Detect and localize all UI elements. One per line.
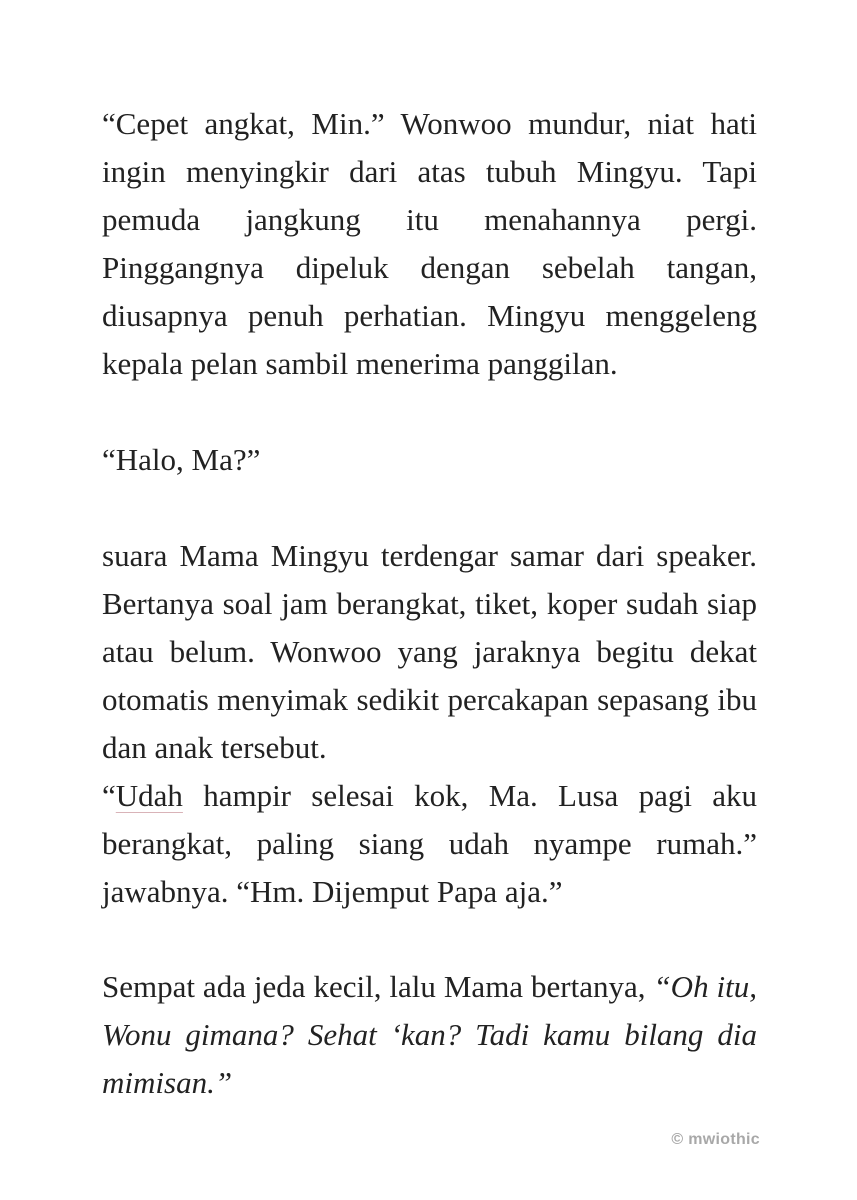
underlined-word: Udah [115,778,183,813]
paragraph-5-normal: Sempat ada jeda kecil, lalu Mama bertanya, [102,969,654,1004]
paragraph-5 [102,963,757,1107]
paragraph-1: “Cepet angkat, Min.” Wonwoo mundur, niat hati ingin menyingkir dari atas tubuh Mingyu. Tapi pemuda jangkung itu menahannya pergi. Pinggangnya dipeluk dengan sebelah tangan, diusapnya penuh perhatian. Mingyu menggeleng kepala pelan sambil menerima panggilan. [102,106,757,381]
paragraph-4 [102,772,757,916]
paragraph-2: “Halo, Ma?” [102,442,261,477]
watermark-author: mwiothic [688,1131,760,1148]
open-quote: “ [102,778,116,813]
copyright-icon: © [671,1131,684,1148]
paragraph-3: suara Mama Mingyu terdengar samar dari speaker. Bertanya soal jam berangkat, tiket, koper sudah siap atau belum. Wonwoo yang jaraknya begitu dekat otomatis menyimak sedikit percakapan sepasang ibu dan anak tersebut. [102,538,757,765]
paragraph-5-italic-quote: “Oh itu, Wonu gimana? Sehat ‘kan? Tadi kamu bilang dia mimisan.” [102,969,757,1100]
paragraph-4-rest: hampir selesai kok, Ma. Lusa pagi aku berangkat, paling siang udah nyampe rumah.” jawabnya. “Hm. Dijemput Papa aja.” [102,778,757,909]
watermark [671,1131,760,1149]
